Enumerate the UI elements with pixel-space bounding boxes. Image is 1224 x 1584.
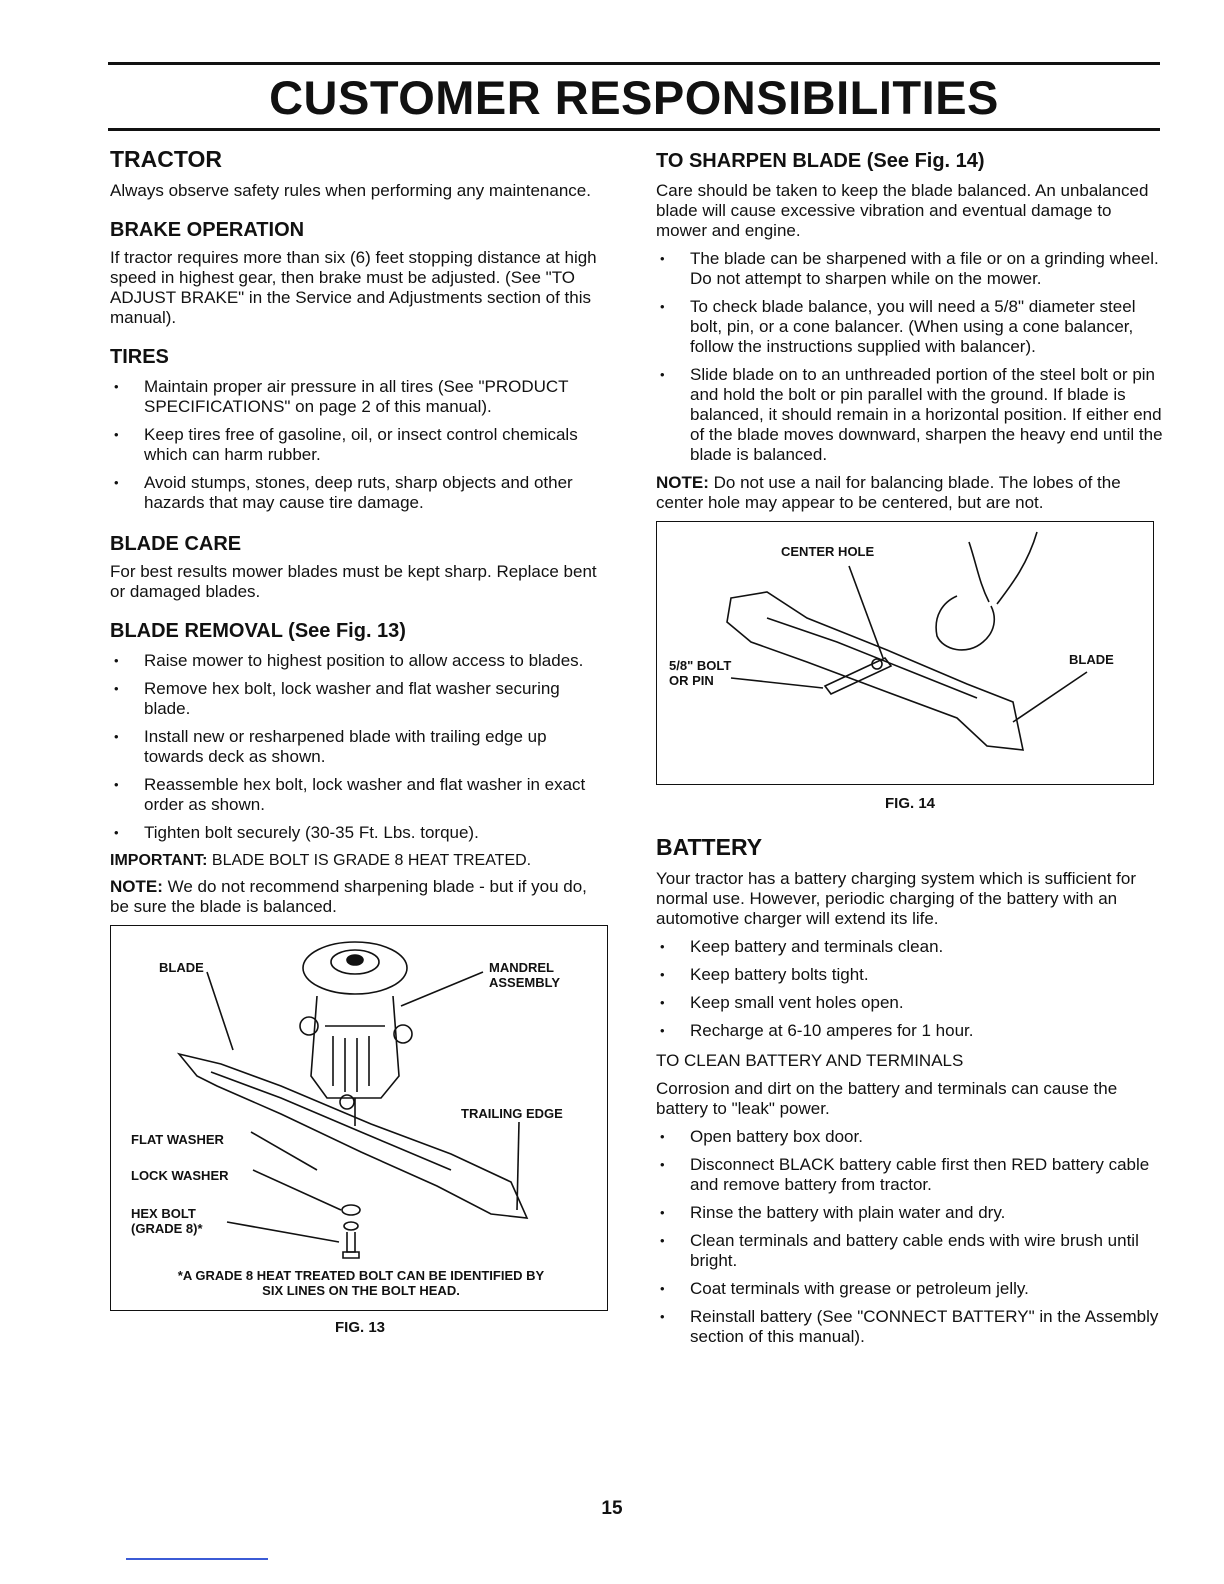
- list-item: • Raise mower to highest position to allow access to blades.: [110, 651, 610, 671]
- fig14-center-hole-label: CENTER HOLE: [781, 544, 875, 559]
- blade-care-text: For best results mower blades must be kept sharp. Replace bent or damaged blades.: [110, 562, 597, 601]
- balance-note: [656, 473, 1164, 513]
- list-item: • To check blade balance, you will need a 5/8" diameter steel bolt, pin, or a cone balancer. (When using a cone balancer, follow the instructions supplied with balancer).: [656, 297, 1164, 357]
- sharpen-heading: TO SHARPEN BLADE (See Fig. 14): [656, 150, 985, 172]
- note-label: NOTE:: [656, 473, 709, 492]
- note-text: Do not use a nail for balancing blade. The lobes of the center hole may appear to be centered, but are not.: [656, 473, 1121, 512]
- list-item: • Remove hex bolt, lock washer and flat washer securing blade.: [110, 679, 610, 719]
- page-number: 15: [601, 1498, 623, 1519]
- brake-text: If tractor requires more than six (6) feet stopping distance at high speed in highest gear, then brake must be adjusted. (See "TO ADJUST BRAKE" in the Service and Adjustments section of this manual).: [110, 248, 597, 327]
- bottom-link-underline: [126, 1558, 268, 1560]
- figure-13: [110, 925, 608, 1311]
- fig13-lock-washer-label: LOCK WASHER: [131, 1168, 229, 1183]
- tires-list: [110, 377, 610, 513]
- fig13-trailing-edge-label: TRAILING EDGE: [461, 1106, 563, 1121]
- clean-battery-heading: TO CLEAN BATTERY AND TERMINALS: [656, 1051, 964, 1070]
- brake-heading: BRAKE OPERATION: [110, 219, 305, 241]
- battery-heading: BATTERY: [656, 834, 763, 860]
- fig14-bolt-label: 5/8" BOLT OR PIN: [669, 658, 732, 688]
- list-item: • Clean terminals and battery cable ends with wire brush until bright.: [656, 1231, 1164, 1271]
- left-column: [110, 140, 610, 1336]
- list-item: • Keep tires free of gasoline, oil, or insect control chemicals which can harm rubber.: [110, 425, 610, 465]
- list-item: • Open battery box door.: [656, 1127, 1164, 1147]
- note-text: We do not recommend sharpening blade - but if you do, be sure the blade is balanced.: [110, 877, 587, 916]
- title-underline: [108, 128, 1160, 131]
- clean-battery-intro: Corrosion and dirt on the battery and terminals can cause the battery to "leak" power.: [656, 1079, 1118, 1118]
- tractor-heading: TRACTOR: [110, 146, 223, 172]
- top-rule: [108, 62, 1160, 65]
- fig14-caption: FIG. 14: [884, 795, 936, 812]
- list-item: • Reassemble hex bolt, lock washer and flat washer in exact order as shown.: [110, 775, 610, 815]
- list-item: • Rinse the battery with plain water and dry.: [656, 1203, 1164, 1223]
- sharpen-list: [656, 249, 1164, 465]
- fig14-blade-label: BLADE: [1069, 652, 1114, 667]
- list-item: • Tighten bolt securely (30-35 Ft. Lbs. torque).: [110, 823, 610, 843]
- list-item: • Slide blade on to an unthreaded portion of the steel bolt or pin and hold the bolt or pin parallel with the ground. If blade is balanced, it should remain in a horizontal position. If either end of the blade moves downward, sharpen the heavy end until the blade is balanced.: [656, 365, 1164, 465]
- sharpen-note: [110, 877, 610, 917]
- list-item: • Coat terminals with grease or petroleum jelly.: [656, 1279, 1164, 1299]
- blade-care-heading: BLADE CARE: [110, 533, 242, 555]
- page-title: CUSTOMER RESPONSIBILITIES: [269, 71, 999, 124]
- battery-list: [656, 937, 1164, 1041]
- list-item: • The blade can be sharpened with a file or on a grinding wheel. Do not attempt to sharpen while on the mower.: [656, 249, 1164, 289]
- list-item: • Recharge at 6-10 amperes for 1 hour.: [656, 1021, 1164, 1041]
- list-item: • Reinstall battery (See "CONNECT BATTERY" in the Assembly section of this manual).: [656, 1307, 1164, 1347]
- clean-battery-list: [656, 1127, 1164, 1347]
- fig13-blade-label: BLADE: [159, 960, 204, 975]
- list-item: • Maintain proper air pressure in all tires (See "PRODUCT SPECIFICATIONS" on page 2 of this manual).: [110, 377, 610, 417]
- fig13-hex-bolt-label: HEX BOLT (GRADE 8)*: [131, 1206, 203, 1236]
- list-item: • Keep battery and terminals clean.: [656, 937, 1164, 957]
- list-item: • Disconnect BLACK battery cable first then RED battery cable and remove battery from tractor.: [656, 1155, 1164, 1195]
- list-item: • Keep battery bolts tight.: [656, 965, 1164, 985]
- fig13-flat-washer-label: FLAT WASHER: [131, 1132, 224, 1147]
- fig13-caption: FIG. 13: [334, 1319, 386, 1336]
- important-label: IMPORTANT:: [110, 852, 208, 869]
- important-text: BLADE BOLT IS GRADE 8 HEAT TREATED.: [211, 852, 532, 869]
- sharpen-intro: Care should be taken to keep the blade balanced. An unbalanced blade will cause excessive vibration and eventual damage to mower and engine.: [656, 181, 1149, 240]
- blade-removal-heading: BLADE REMOVAL (See Fig. 13): [110, 620, 406, 642]
- tires-heading: TIRES: [110, 346, 169, 368]
- battery-intro: Your tractor has a battery charging system which is sufficient for normal use. However, periodic charging of the battery with an automotive charger will extend its life.: [656, 869, 1137, 928]
- fig13-footnote: *A GRADE 8 HEAT TREATED BOLT CAN BE IDENTIFIED BY SIX LINES ON THE BOLT HEAD.: [177, 1268, 545, 1298]
- important-note: [110, 851, 610, 871]
- figure-14: [656, 521, 1154, 785]
- blade-removal-list: [110, 651, 610, 843]
- list-item: • Install new or resharpened blade with trailing edge up towards deck as shown.: [110, 727, 610, 767]
- list-item: • Keep small vent holes open.: [656, 993, 1164, 1013]
- list-item: • Avoid stumps, stones, deep ruts, sharp objects and other hazards that may cause tire damage.: [110, 473, 610, 513]
- tractor-intro: Always observe safety rules when performing any maintenance.: [110, 181, 591, 200]
- note-label: NOTE:: [110, 877, 163, 896]
- fig13-mandrel-label: MANDREL ASSEMBLY: [489, 960, 561, 990]
- right-column: [656, 140, 1164, 1347]
